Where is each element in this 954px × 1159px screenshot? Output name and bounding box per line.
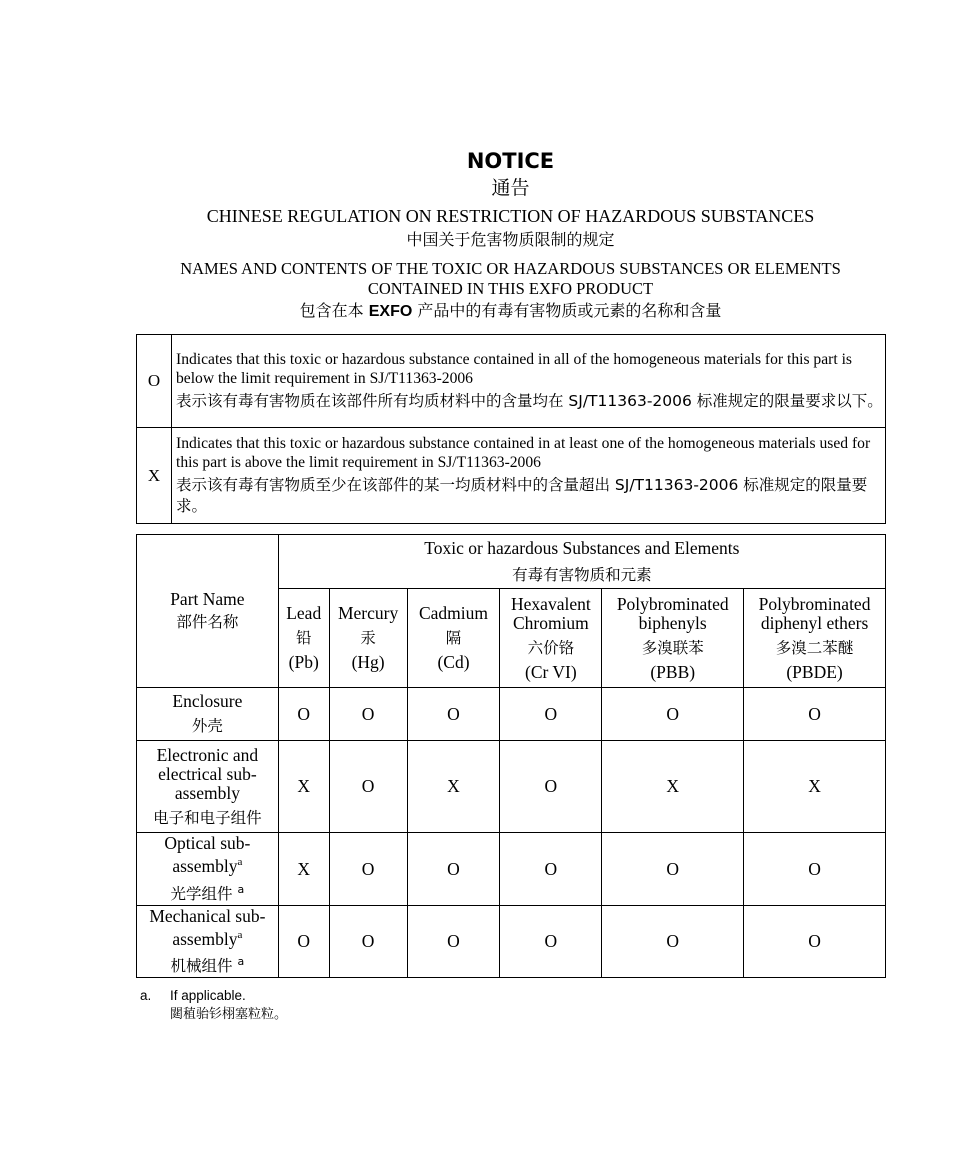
column-header-cn: 铅 [295, 629, 312, 647]
value-cell: O [602, 906, 744, 978]
value-cell: O [602, 688, 744, 741]
regulation-title: CHINESE REGULATION ON RESTRICTION OF HAZARDOUS SUBSTANCES [206, 206, 815, 226]
value-cell: X [602, 741, 744, 833]
part-name-en-wrap [137, 907, 278, 949]
part-name-cn-wrap [137, 952, 278, 976]
column-header-cn: 汞 [360, 629, 376, 647]
substances-group-header [278, 535, 885, 589]
table-row [137, 688, 886, 741]
names-title-cn [0, 301, 954, 322]
column-header-chromium [500, 589, 602, 688]
table-row [137, 906, 886, 978]
column-header-abbr: (PBB) [650, 661, 696, 682]
column-header-pbde [744, 589, 886, 688]
column-header-en: Polybrominated diphenyl ethers [758, 593, 871, 633]
part-name-en-wrap [137, 834, 278, 876]
footnote-ref: a [237, 955, 245, 969]
legend-row [137, 335, 886, 428]
footnote-ref: a [237, 856, 243, 868]
value-cell: O [744, 906, 886, 978]
column-header-abbr: (Pb) [288, 652, 319, 672]
column-header-cadmium [407, 589, 500, 688]
footnote-ref: a [237, 928, 243, 941]
column-header-mercury [329, 589, 407, 688]
table-header-row [137, 535, 886, 589]
part-name-cn: 机械组件 [170, 957, 233, 976]
part-name-cn: 电子和电子组件 [153, 808, 262, 827]
column-header-abbr: (PBDE) [786, 661, 843, 682]
part-name-en: Mechanical sub-assembly [149, 905, 266, 949]
value-cell: O [278, 688, 329, 741]
part-name-cn-wrap [137, 880, 278, 904]
value-cell: O [500, 688, 602, 741]
column-header-en: Cadmium [418, 603, 488, 623]
legend-text-en: Indicates that this toxic or hazardous substance contained in at least one of the homogeneous materials used for this part is above the limit requirement in SJ/T11363-2006 [176, 435, 871, 471]
value-cell: O [407, 906, 500, 978]
notice-title: NOTICE [466, 149, 555, 173]
part-name-en: Optical sub-assembly [164, 833, 251, 876]
value-cell: X [278, 833, 329, 906]
footnote-text-cn: 閮稙骀钐栩塞粒粒。 [170, 1007, 288, 1022]
notice-title-cn: 通告 [491, 177, 530, 199]
value-cell: O [329, 688, 407, 741]
legend-text-cn: 表示该有毒有害物质在该部件所有均质材料中的含量均在 SJ/T11363-2006 标准规定的限量要求以下。 [176, 392, 883, 410]
part-name-en: Electronic and electrical sub-assembly [156, 744, 259, 803]
part-name-header-en: Part Name [170, 589, 245, 609]
part-name-cell [137, 741, 279, 833]
column-header-pbb [602, 589, 744, 688]
part-name-cell [137, 833, 279, 906]
value-cell: O [407, 833, 500, 906]
legend-symbol: X [137, 428, 172, 524]
value-cell: O [602, 833, 744, 906]
footnote-en-line [140, 986, 287, 1005]
names-title [0, 259, 954, 299]
names-title-line2: CONTAINED IN THIS EXFO PRODUCT [367, 279, 654, 298]
column-header-lead [278, 589, 329, 688]
regulation-title-cn: 中国关于危害物质限制的规定 [406, 230, 615, 249]
names-cn-pre: 包含在本 [299, 301, 364, 320]
substances-group-header-cn: 有毒有害物质和元素 [512, 565, 652, 584]
names-cn-post: 产品中的有毒有害物质或元素的名称和含量 [417, 301, 722, 320]
column-header-en: Polybrominated biphenyls [616, 593, 729, 633]
value-cell: O [744, 833, 886, 906]
column-header-cn: 六价铬 [527, 638, 575, 657]
value-cell: O [329, 741, 407, 833]
value-cell: O [500, 741, 602, 833]
column-header-abbr: (Cd) [437, 652, 470, 672]
part-name-cn: 外壳 [191, 717, 223, 735]
footnote-marker: a. [140, 988, 152, 1003]
part-name-header-cn: 部件名称 [176, 613, 239, 631]
legend-text [172, 428, 886, 524]
value-cell: O [500, 906, 602, 978]
footnote [140, 986, 287, 1024]
column-header-cn: 多溴二苯醚 [775, 638, 854, 657]
value-cell: O [278, 906, 329, 978]
legend-text-en: Indicates that this toxic or hazardous substance contained in all of the homogeneous materials for this part is below the limit requirement in SJ/T11363-2006 [176, 351, 852, 387]
legend-row [137, 428, 886, 524]
substances-group-header-en: Toxic or hazardous Substances and Elements [424, 537, 740, 558]
footnote-text-en: If applicable. [170, 988, 246, 1003]
column-header-cn: 多溴联苯 [641, 638, 704, 657]
table-row [137, 741, 886, 833]
footnote-ref: a [237, 882, 245, 896]
names-title-line1: NAMES AND CONTENTS OF THE TOXIC OR HAZARDOUS SUBSTANCES OR ELEMENTS [180, 259, 841, 278]
legend-text-cn: 表示该有毒有害物质至少在该部件的某一均质材料中的含量超出 SJ/T11363-2006 标准规定的限量要求。 [176, 476, 868, 515]
column-header-abbr: (Hg) [351, 652, 385, 672]
column-header-en: Mercury [337, 603, 399, 623]
value-cell: O [329, 906, 407, 978]
legend-text [172, 335, 886, 428]
table-row [137, 833, 886, 906]
part-name-cell [137, 688, 279, 741]
column-header-cn: 隔 [445, 629, 462, 647]
substances-table [136, 534, 886, 978]
value-cell: X [407, 741, 500, 833]
legend-symbol: O [137, 335, 172, 428]
value-cell: O [500, 833, 602, 906]
value-cell: O [744, 688, 886, 741]
part-name-header [137, 535, 279, 688]
legend-table [136, 334, 886, 524]
value-cell: O [407, 688, 500, 741]
value-cell: O [329, 833, 407, 906]
part-name-cn: 光学组件 [170, 884, 233, 903]
names-cn-brand: EXFO [368, 303, 413, 320]
value-cell: X [744, 741, 886, 833]
column-header-en: Hexavalent Chromium [511, 593, 591, 633]
value-cell: X [278, 741, 329, 833]
part-name-cell [137, 906, 279, 978]
column-header-en: Lead [286, 603, 322, 623]
column-header-abbr: (Cr VI) [525, 661, 577, 682]
part-name-en: Enclosure [172, 691, 243, 711]
